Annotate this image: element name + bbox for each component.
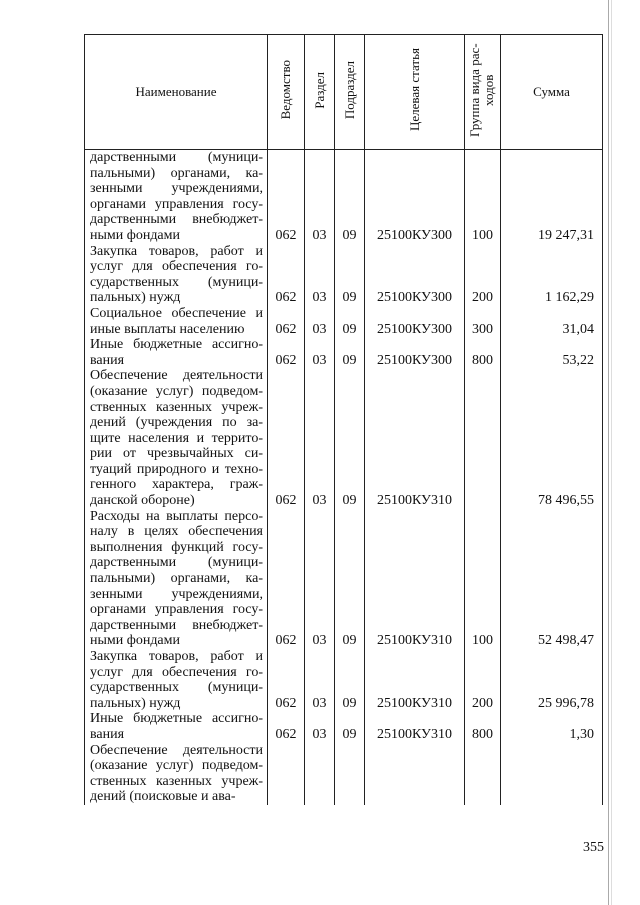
- budget-table: [84, 34, 603, 805]
- cell-name: Закупка товаров, работ и услуг для обеспечения го-сударственных (муници-пальных) нужд: [85, 649, 268, 711]
- cell-summa: 25 996,78: [501, 649, 603, 711]
- cell-podrazdel: [335, 743, 365, 805]
- cell-razdel: 03: [305, 649, 335, 711]
- cell-razdel: 03: [305, 150, 335, 244]
- cell-name: дарственными (муници-пальными) органами, ка-зенными учреждениями, органами управления госу-дарственными внебюджет-ными фондами: [85, 150, 268, 244]
- cell-summa: 1 162,29: [501, 244, 603, 306]
- cell-razdel: 03: [305, 368, 335, 508]
- cell-name: Закупка товаров, работ и услуг для обеспечения го-сударственных (муници-пальных) нужд: [85, 244, 268, 306]
- cell-podrazdel: 09: [335, 649, 365, 711]
- header-tselevaya: Целевая статья: [365, 35, 465, 150]
- cell-name: Иные бюджетные ассигно-вания: [85, 711, 268, 742]
- cell-summa: 78 496,55: [501, 368, 603, 508]
- header-summa: Сумма: [501, 35, 603, 150]
- cell-name: Иные бюджетные ассигно-вания: [85, 337, 268, 368]
- cell-summa: 31,04: [501, 306, 603, 337]
- cell-tselevaya: 25100КУ310: [365, 711, 465, 742]
- cell-vedomstvo: 062: [268, 244, 305, 306]
- header-gruppa: Группа вида рас-ходов: [465, 35, 501, 150]
- table-row: [85, 743, 603, 805]
- cell-vedomstvo: 062: [268, 509, 305, 649]
- page-edge: [608, 0, 609, 905]
- cell-summa: 52 498,47: [501, 509, 603, 649]
- table-row: [85, 306, 603, 337]
- cell-name: Расходы на выплаты персо-налу в целях обеспечения выполнения функций госу-дарственными (муници-пальными) органами, ка-зенными учреждениями, органами управления госу-дарственными внебюджет-ными фондами: [85, 509, 268, 649]
- cell-gruppa: 800: [465, 711, 501, 742]
- cell-tselevaya: 25100КУ310: [365, 649, 465, 711]
- cell-razdel: 03: [305, 244, 335, 306]
- cell-name: Обеспечение деятельности (оказание услуг) подведом-ственных казенных учреж-дений (учреждения по за-щите населения и террито-рии от чрезвычайных си-туаций природного и техно-генного характера, граж-данской обороне): [85, 368, 268, 508]
- cell-tselevaya: 25100КУ300: [365, 306, 465, 337]
- cell-tselevaya: 25100КУ310: [365, 509, 465, 649]
- table-row: [85, 711, 603, 742]
- cell-podrazdel: 09: [335, 306, 365, 337]
- cell-vedomstvo: 062: [268, 649, 305, 711]
- cell-summa: [501, 743, 603, 805]
- cell-vedomstvo: 062: [268, 337, 305, 368]
- header-podrazdel: Подраздел: [335, 35, 365, 150]
- cell-vedomstvo: 062: [268, 368, 305, 508]
- cell-podrazdel: 09: [335, 150, 365, 244]
- cell-tselevaya: 25100КУ300: [365, 150, 465, 244]
- cell-podrazdel: 09: [335, 244, 365, 306]
- cell-razdel: 03: [305, 509, 335, 649]
- table-row: [85, 244, 603, 306]
- cell-podrazdel: 09: [335, 368, 365, 508]
- cell-podrazdel: 09: [335, 509, 365, 649]
- cell-vedomstvo: 062: [268, 150, 305, 244]
- cell-tselevaya: 25100КУ300: [365, 337, 465, 368]
- cell-vedomstvo: 062: [268, 711, 305, 742]
- header-name: Наименование: [85, 35, 268, 150]
- cell-gruppa: 100: [465, 150, 501, 244]
- cell-tselevaya: [365, 743, 465, 805]
- cell-tselevaya: 25100КУ310: [365, 368, 465, 508]
- cell-gruppa: [465, 368, 501, 508]
- table-row: [85, 649, 603, 711]
- table-row: [85, 509, 603, 649]
- table-row: [85, 150, 603, 244]
- header-razdel: Раздел: [305, 35, 335, 150]
- header-vedomstvo: Ведомство: [268, 35, 305, 150]
- cell-name: Обеспечение деятельности (оказание услуг) подведом-ственных казенных учреж-дений (поисковые и ава-: [85, 743, 268, 805]
- cell-name: Социальное обеспечение и иные выплаты населению: [85, 306, 268, 337]
- cell-vedomstvo: [268, 743, 305, 805]
- cell-summa: 53,22: [501, 337, 603, 368]
- cell-razdel: [305, 743, 335, 805]
- table-row: [85, 337, 603, 368]
- cell-gruppa: 100: [465, 509, 501, 649]
- cell-gruppa: [465, 743, 501, 805]
- cell-gruppa: 200: [465, 244, 501, 306]
- cell-summa: 19 247,31: [501, 150, 603, 244]
- cell-razdel: 03: [305, 711, 335, 742]
- cell-podrazdel: 09: [335, 711, 365, 742]
- page-edge-shadow: [611, 0, 612, 905]
- cell-summa: 1,30: [501, 711, 603, 742]
- cell-podrazdel: 09: [335, 337, 365, 368]
- table-row: [85, 368, 603, 508]
- cell-gruppa: 200: [465, 649, 501, 711]
- cell-tselevaya: 25100КУ300: [365, 244, 465, 306]
- table-header-row: [85, 35, 603, 150]
- cell-vedomstvo: 062: [268, 306, 305, 337]
- cell-gruppa: 800: [465, 337, 501, 368]
- page-number: 355: [583, 840, 604, 855]
- cell-razdel: 03: [305, 337, 335, 368]
- cell-gruppa: 300: [465, 306, 501, 337]
- cell-razdel: 03: [305, 306, 335, 337]
